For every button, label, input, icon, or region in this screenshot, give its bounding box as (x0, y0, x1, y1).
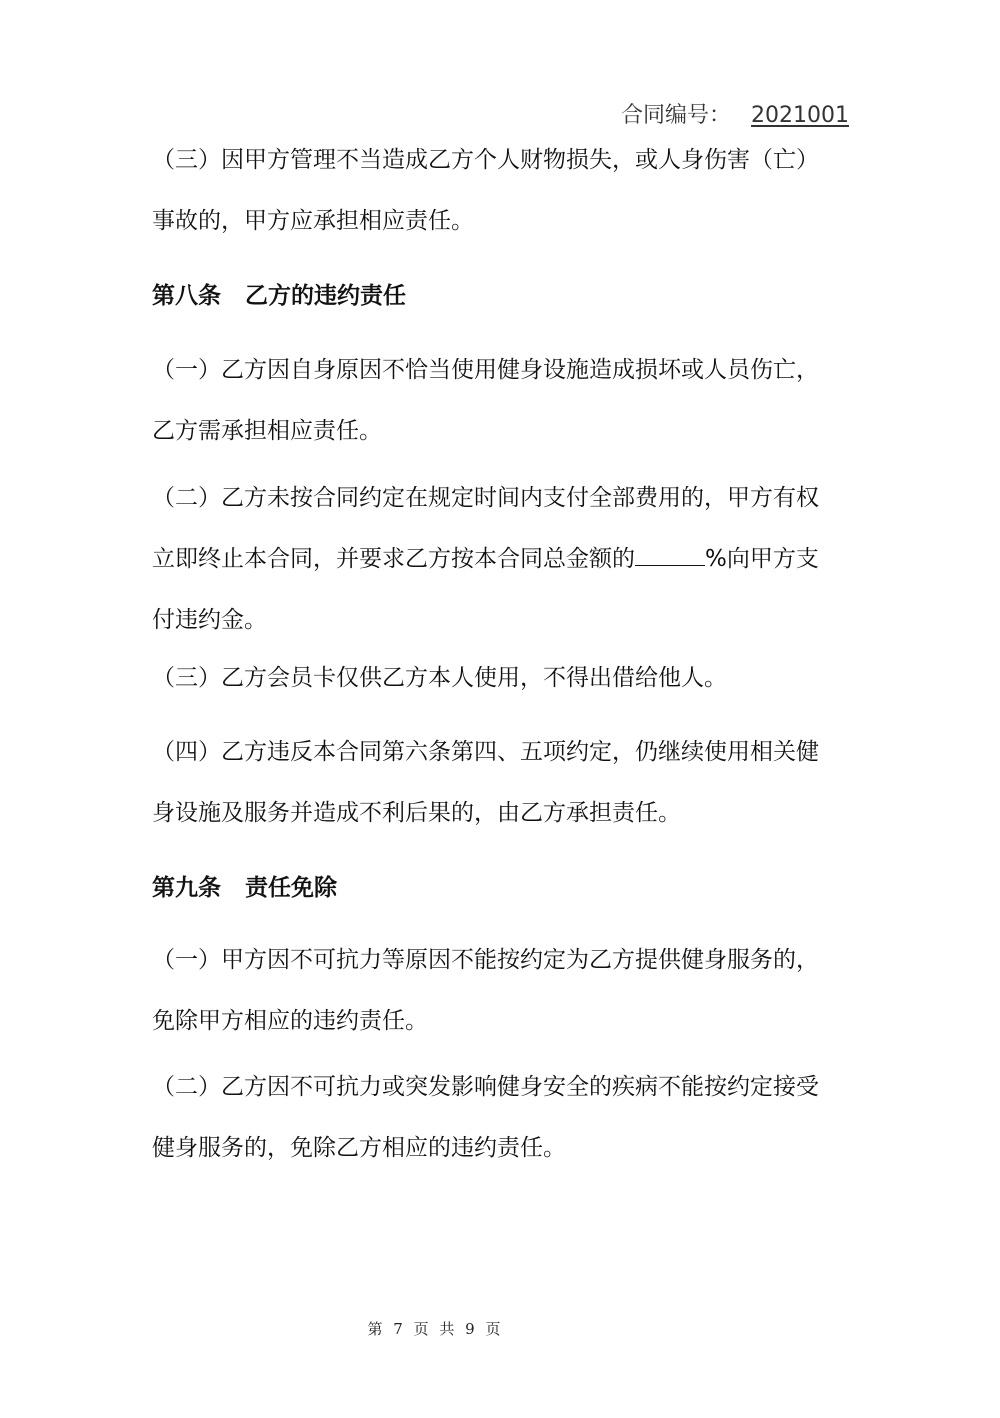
contract-number-label: 合同编号： (621, 103, 732, 128)
article-8-clause-3 (152, 648, 852, 709)
text-segment: 立即终止本合同，并要求乙方按本合同总金额的 (152, 546, 635, 572)
article-8-heading (152, 277, 852, 310)
text-line (152, 529, 852, 590)
text-line: 身设施及服务并造成不利后果的，由乙方承担责任。 (152, 800, 681, 826)
text-line: （三）乙方会员卡仅供乙方本人使用，不得出借给他人。 (152, 665, 727, 691)
contract-number-header (621, 98, 849, 129)
article-title: 乙方的违约责任 (245, 283, 406, 309)
article-title: 责任免除 (245, 875, 337, 901)
article-9-clause-1 (152, 930, 852, 1052)
text-line: 付违约金。 (152, 607, 267, 633)
text-line: 事故的，甲方应承担相应责任。 (152, 208, 474, 234)
article-number: 第九条 (152, 875, 221, 901)
text-line: 乙方需承担相应责任。 (152, 418, 382, 444)
text-segment: %向甲方支 (705, 546, 819, 572)
paragraph-prev-3 (152, 130, 852, 252)
text-line: 健身服务的，免除乙方相应的违约责任。 (152, 1135, 566, 1161)
article-9-heading (152, 869, 852, 902)
page-footer: 第 7 页 共 9 页 (367, 1320, 501, 1338)
contract-number-value: 2021001 (751, 103, 849, 128)
text-line: （二）乙方因不可抗力或突发影响健身安全的疾病不能按约定接受 (152, 1074, 819, 1100)
fill-in-blank (635, 543, 705, 566)
article-8-clause-2 (152, 468, 852, 651)
text-line: （一）甲方因不可抗力等原因不能按约定为乙方提供健身服务的， (152, 947, 819, 973)
article-9-clause-2 (152, 1057, 852, 1179)
text-line: （二）乙方未按合同约定在规定时间内支付全部费用的，甲方有权 (152, 485, 819, 511)
article-8-clause-4 (152, 722, 852, 844)
text-line: （一）乙方因自身原因不恰当使用健身设施造成损坏或人员伤亡， (152, 357, 819, 383)
text-line: 免除甲方相应的违约责任。 (152, 1008, 428, 1034)
article-8-clause-1 (152, 340, 852, 462)
text-line: （四）乙方违反本合同第六条第四、五项约定，仍继续使用相关健 (152, 739, 819, 765)
text-line: （三）因甲方管理不当造成乙方个人财物损失，或人身伤害（亡） (152, 147, 819, 173)
article-number: 第八条 (152, 283, 221, 309)
